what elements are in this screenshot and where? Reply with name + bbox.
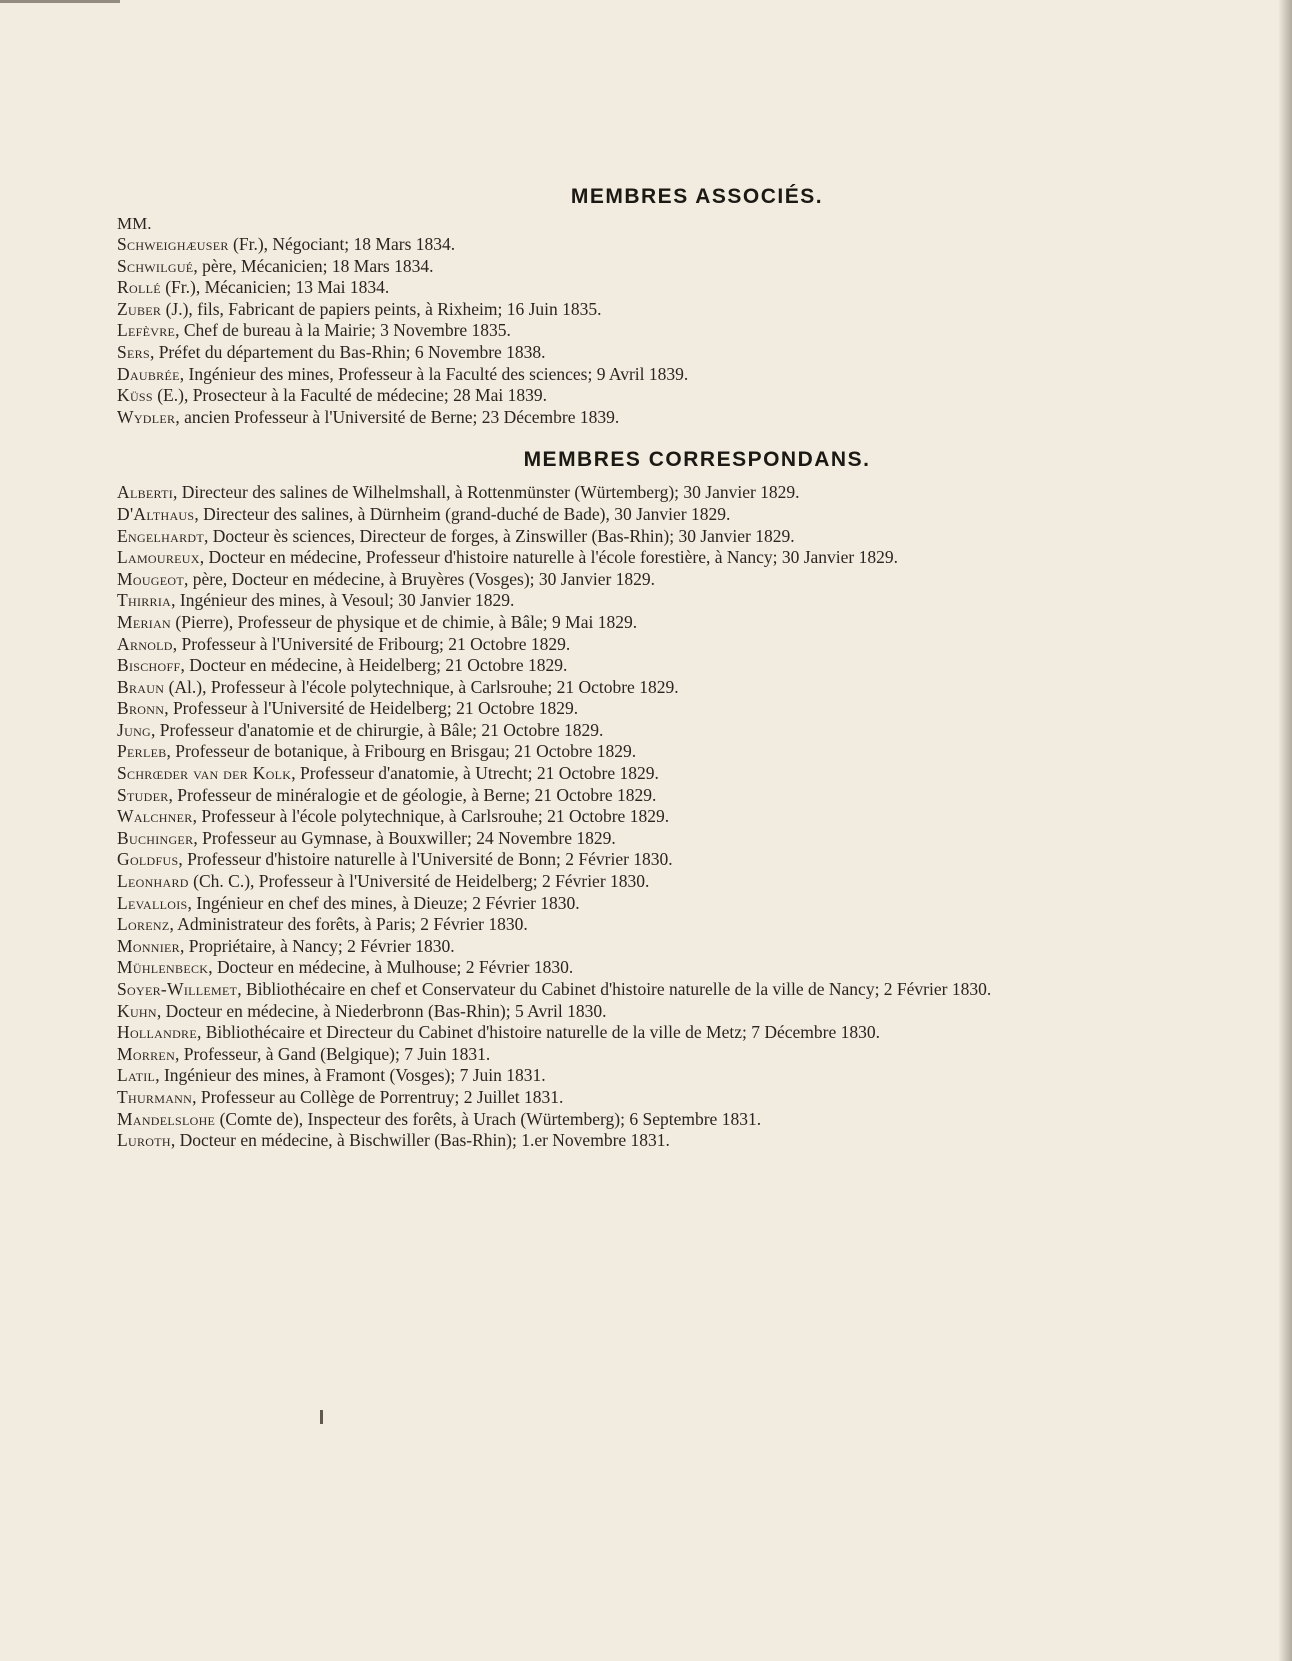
- member-entry: [117, 299, 1177, 321]
- member-entry: [117, 234, 1177, 256]
- member-details: , Professeur à l'Université de Heidelberg; 21 Octobre 1829.: [164, 698, 579, 719]
- member-entry: [117, 590, 1177, 612]
- member-name: Schwilgué: [117, 255, 194, 276]
- member-entry: [117, 342, 1177, 364]
- member-name: Mühlenbeck: [117, 957, 209, 978]
- member-name: Wydler: [117, 406, 176, 427]
- member-details: , Professeur d'histoire naturelle à l'Université de Bonn; 2 Février 1830.: [178, 849, 673, 870]
- mm-label: MM.: [117, 214, 152, 233]
- member-details: (Ch. C.), Professeur à l'Université de Heidelberg; 2 Février 1830.: [188, 871, 650, 892]
- member-details: , Professeur à l'école polytechnique, à Carlsrouhe; 21 Octobre 1829.: [192, 806, 670, 827]
- member-details: (E.), Prosecteur à la Faculté de médecine; 28 Mai 1839.: [152, 385, 547, 406]
- ink-stain: [320, 1410, 323, 1424]
- member-details: , Chef de bureau à la Mairie; 3 Novembre 1835.: [175, 320, 511, 341]
- member-details: (Fr.), Négociant; 18 Mars 1834.: [228, 234, 456, 254]
- member-details: , Préfet du département du Bas-Rhin; 6 Novembre 1838.: [149, 341, 546, 362]
- member-entry: [117, 256, 1177, 278]
- member-details: , Directeur des salines de Wilhelmshall, à Rottenmünster (Würtemberg); 30 Janvier 1829.: [173, 482, 800, 503]
- member-details: , père, Mécanicien; 18 Mars 1834.: [193, 255, 434, 276]
- member-details: (Comte de), Inspecteur des forêts, à Urach (Würtemberg); 6 Septembre 1831.: [215, 1108, 762, 1129]
- member-entry: [117, 1130, 1177, 1152]
- member-name: Bischoff: [117, 655, 181, 676]
- member-entry: [117, 612, 1177, 634]
- member-name: D'Althaus: [117, 503, 195, 524]
- member-name: Bronn: [117, 698, 165, 719]
- member-name: Studer: [117, 784, 169, 805]
- member-entry: [117, 785, 1177, 807]
- member-details: , Directeur des salines, à Dürnheim (grand-duché de Bade), 30 Janvier 1829.: [194, 503, 731, 524]
- member-entry: [117, 1087, 1177, 1109]
- member-name: Alberti: [117, 482, 174, 503]
- member-name: Lamoureux: [117, 547, 200, 568]
- member-entry: [117, 1044, 1177, 1066]
- member-name: Kuhn: [117, 1000, 157, 1021]
- correspondans-title: MEMBRES CORRESPONDANS.: [523, 448, 871, 472]
- member-entry: [117, 547, 1177, 569]
- member-entry: [117, 482, 1177, 504]
- member-details: , Docteur en médecine, à Heidelberg; 21 Octobre 1829.: [180, 655, 568, 676]
- member-details: , Ingénieur des mines, à Framont (Vosges); 7 Juin 1831.: [155, 1065, 546, 1086]
- member-details: (J.), fils, Fabricant de papiers peints, à Rixheim; 16 Juin 1835.: [161, 298, 602, 319]
- member-name: Walchner: [117, 806, 193, 827]
- member-details: , Ingénieur des mines, Professeur à la Faculté des sciences; 9 Avril 1839.: [179, 363, 689, 384]
- member-entry: [117, 364, 1177, 386]
- member-details: , Professeur à l'Université de Fribourg; 21 Octobre 1829.: [172, 633, 571, 654]
- associes-list: [117, 234, 1177, 428]
- member-entry: [117, 677, 1177, 699]
- member-entry: [117, 1109, 1177, 1131]
- member-name: Schweighæuser: [117, 234, 229, 254]
- member-name: Schrœder van der Kolk: [117, 763, 292, 784]
- member-details: , Professeur au Collège de Porrentruy; 2 Juillet 1831.: [192, 1086, 564, 1107]
- member-entry: [117, 569, 1177, 591]
- member-entry: [117, 849, 1177, 871]
- member-name: Rollé: [117, 277, 161, 298]
- member-details: , Docteur en médecine, à Bischwiller (Bas-Rhin); 1.er Novembre 1831.: [170, 1130, 670, 1151]
- member-name: Morren: [117, 1043, 176, 1064]
- member-entry: [117, 634, 1177, 656]
- member-name: Merian: [117, 611, 172, 632]
- document-page: [117, 180, 1177, 1152]
- member-entry: [117, 763, 1177, 785]
- member-name: Mougeot: [117, 568, 184, 589]
- member-name: Lefèvre: [117, 320, 176, 341]
- member-name: Soyer-Willemet: [117, 979, 238, 999]
- member-details: , Professeur au Gymnase, à Bouxwiller; 24 Novembre 1829.: [193, 827, 616, 848]
- member-details: , Bibliothécaire et Directeur du Cabinet d'histoire naturelle de la ville de Metz; 7 Décembre 1830.: [197, 1022, 880, 1043]
- member-details: , Professeur de botanique, à Fribourg en Brisgau; 21 Octobre 1829.: [166, 741, 637, 762]
- member-name: Thirria: [117, 590, 172, 611]
- member-entry: [117, 741, 1177, 763]
- member-details: , ancien Professeur à l'Université de Berne; 23 Décembre 1839.: [175, 406, 620, 427]
- member-entry: [117, 806, 1177, 828]
- member-details: , Propriétaire, à Nancy; 2 Février 1830.: [180, 935, 455, 956]
- associes-title: MEMBRES ASSOCIÉS.: [570, 185, 824, 208]
- member-name: Braun: [117, 676, 165, 697]
- member-entry: [117, 1065, 1177, 1087]
- member-details: , Professeur d'anatomie, à Utrecht; 21 Octobre 1829.: [291, 763, 659, 784]
- member-name: Latil: [117, 1065, 156, 1086]
- member-name: Daubrée: [117, 363, 180, 384]
- member-details: , Ingénieur des mines, à Vesoul; 30 Janvier 1829.: [171, 590, 515, 611]
- member-name: Lorenz: [117, 914, 170, 935]
- member-name: Levallois: [117, 892, 188, 913]
- member-details: , Docteur en médecine, à Niederbronn (Bas-Rhin); 5 Avril 1830.: [156, 1000, 607, 1021]
- member-name: Luroth: [117, 1130, 171, 1151]
- member-name: Sers: [117, 341, 150, 362]
- member-entry: [117, 385, 1177, 407]
- member-name: Engelhardt: [117, 525, 205, 546]
- member-details: , Professeur d'anatomie et de chirurgie, à Bâle; 21 Octobre 1829.: [151, 719, 604, 740]
- member-details: (Fr.), Mécanicien; 13 Mai 1834.: [160, 277, 390, 298]
- member-details: , Professeur, à Gand (Belgique); 7 Juin 1831.: [175, 1043, 491, 1064]
- member-entry: [117, 1022, 1177, 1044]
- member-entry: [117, 957, 1177, 979]
- member-entry: [117, 979, 1177, 1001]
- member-name: Jung: [117, 719, 152, 740]
- member-name: Buchinger: [117, 827, 194, 848]
- page-edge-shadow: [1278, 0, 1292, 1661]
- member-entry: [117, 526, 1177, 548]
- member-details: (Pierre), Professeur de physique et de chimie, à Bâle; 9 Mai 1829.: [171, 611, 638, 632]
- member-entry: [117, 320, 1177, 342]
- scan-edge-mark: [0, 0, 120, 3]
- member-entry: [117, 936, 1177, 958]
- member-name: Leonhard: [117, 871, 189, 892]
- member-name: Arnold: [117, 633, 173, 654]
- member-entry: [117, 1001, 1177, 1023]
- member-name: Mandelslohe: [117, 1108, 216, 1129]
- member-details: (Al.), Professeur à l'école polytechnique, à Carlsrouhe; 21 Octobre 1829.: [164, 676, 679, 697]
- member-details: , Bibliothécaire en chef et Conservateur du Cabinet d'histoire naturelle de la ville de Nancy; 2 Février 1830.: [237, 979, 992, 999]
- member-details: , Docteur en médecine, à Mulhouse; 2 Février 1830.: [208, 957, 574, 978]
- member-name: Zuber: [117, 298, 162, 319]
- member-name: Monnier: [117, 935, 180, 956]
- member-entry: [117, 914, 1177, 936]
- correspondans-list: [117, 482, 1177, 1151]
- member-details: , Administrateur des forêts, à Paris; 2 Février 1830.: [169, 914, 528, 935]
- member-details: , Ingénieur en chef des mines, à Dieuze; 2 Février 1830.: [187, 892, 580, 913]
- member-details: , père, Docteur en médecine, à Bruyères (Vosges); 30 Janvier 1829.: [184, 568, 656, 589]
- member-name: Hollandre: [117, 1022, 197, 1043]
- member-entry: [117, 504, 1177, 526]
- member-entry: [117, 698, 1177, 720]
- member-entry: [117, 828, 1177, 850]
- member-entry: [117, 893, 1177, 915]
- member-entry: [117, 655, 1177, 677]
- member-details: , Docteur en médecine, Professeur d'histoire naturelle à l'école forestière, à Nancy; 30 Janvier 1829.: [199, 547, 898, 568]
- member-name: Thurmann: [117, 1086, 193, 1107]
- member-details: , Professeur de minéralogie et de géologie, à Berne; 21 Octobre 1829.: [168, 784, 657, 805]
- member-entry: [117, 871, 1177, 893]
- member-entry: [117, 407, 1177, 429]
- member-entry: [117, 277, 1177, 299]
- member-name: Küss: [117, 385, 153, 406]
- member-name: Perleb: [117, 741, 167, 762]
- member-entry: [117, 720, 1177, 742]
- member-details: , Docteur ès sciences, Directeur de forges, à Zinswiller (Bas-Rhin); 30 Janvier 1829.: [204, 525, 795, 546]
- member-name: Goldfus: [117, 849, 179, 870]
